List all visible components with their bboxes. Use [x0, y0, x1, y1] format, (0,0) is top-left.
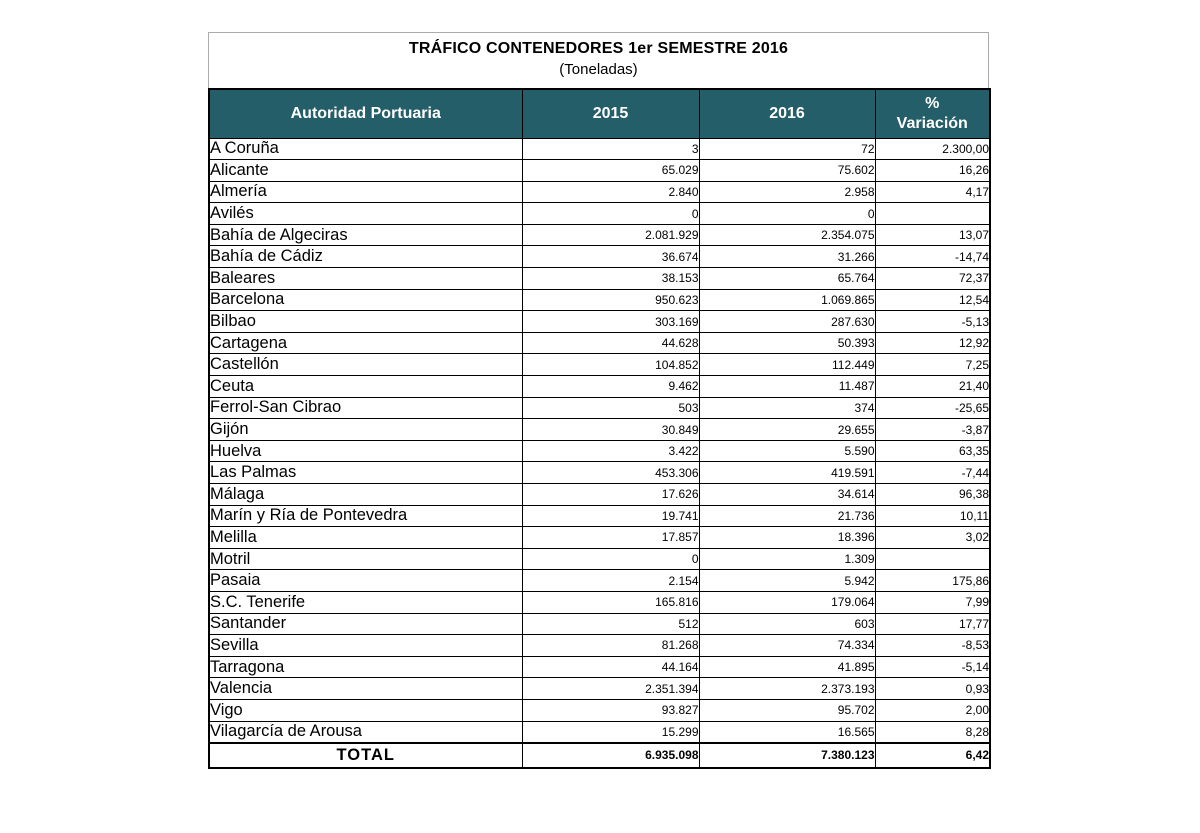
value-2015-cell: 81.268: [522, 635, 699, 657]
value-2016-cell: 50.393: [699, 332, 875, 354]
value-2015-cell: 0: [522, 548, 699, 570]
table-row: [209, 376, 990, 398]
table-row: [209, 332, 990, 354]
variation-cell: 63,35: [875, 440, 990, 462]
value-2015-cell: 303.169: [522, 311, 699, 333]
value-2016-cell: 374: [699, 397, 875, 419]
variation-cell: 4,17: [875, 181, 990, 203]
value-2015-cell: 503: [522, 397, 699, 419]
value-2016-cell: 74.334: [699, 635, 875, 657]
value-2016-cell: 2.373.193: [699, 678, 875, 700]
table-row: [209, 440, 990, 462]
variation-cell: 8,28: [875, 721, 990, 743]
value-2015-cell: 36.674: [522, 246, 699, 268]
port-name-cell: Valencia: [209, 678, 522, 700]
table-row: [209, 527, 990, 549]
value-2015-cell: 17.626: [522, 484, 699, 506]
table-row: [209, 311, 990, 333]
table-row: [209, 548, 990, 570]
variation-cell: 12,92: [875, 332, 990, 354]
table-row: [209, 613, 990, 635]
value-2015-cell: 165.816: [522, 591, 699, 613]
value-2016-cell: 41.895: [699, 656, 875, 678]
value-2016-cell: 18.396: [699, 527, 875, 549]
value-2016-cell: 2.958: [699, 181, 875, 203]
port-name-cell: Las Palmas: [209, 462, 522, 484]
table-row: [209, 160, 990, 182]
table-row: [209, 289, 990, 311]
total-label: TOTAL: [209, 743, 522, 768]
value-2015-cell: 19.741: [522, 505, 699, 527]
table-row: [209, 505, 990, 527]
port-name-cell: Barcelona: [209, 289, 522, 311]
value-2015-cell: 44.164: [522, 656, 699, 678]
value-2016-cell: 31.266: [699, 246, 875, 268]
table-row: [209, 354, 990, 376]
variation-cell: 10,11: [875, 505, 990, 527]
value-2016-cell: 112.449: [699, 354, 875, 376]
port-name-cell: Vigo: [209, 699, 522, 721]
variation-cell: 13,07: [875, 224, 990, 246]
table-title: TRÁFICO CONTENEDORES 1er SEMESTRE 2016: [408, 40, 789, 57]
variation-cell: 21,40: [875, 376, 990, 398]
port-name-cell: Pasaia: [209, 570, 522, 592]
port-name-cell: Bahía de Cádiz: [209, 246, 522, 268]
port-name-cell: Bahía de Algeciras: [209, 224, 522, 246]
table-row: [209, 656, 990, 678]
table-footer: [209, 743, 990, 768]
total-variation: 6,42: [875, 743, 990, 768]
port-name-cell: Ceuta: [209, 376, 522, 398]
table-row: [209, 484, 990, 506]
variation-cell: -5,13: [875, 311, 990, 333]
header-row: [209, 89, 990, 138]
table-row: [209, 181, 990, 203]
column-header-2016: 2016: [699, 89, 875, 138]
variation-cell: [875, 203, 990, 225]
port-name-cell: Sevilla: [209, 635, 522, 657]
total-2016: 7.380.123: [699, 743, 875, 768]
port-name-cell: Almería: [209, 181, 522, 203]
variation-cell: 3,02: [875, 527, 990, 549]
value-2016-cell: 21.736: [699, 505, 875, 527]
port-name-cell: A Coruña: [209, 138, 522, 160]
value-2016-cell: 0: [699, 203, 875, 225]
value-2016-cell: 11.487: [699, 376, 875, 398]
container-traffic-table: [208, 32, 989, 769]
value-2015-cell: 30.849: [522, 419, 699, 441]
column-header-2015: 2015: [522, 89, 699, 138]
total-row: [209, 743, 990, 768]
table-body: [209, 138, 990, 743]
variation-cell: -5,14: [875, 656, 990, 678]
value-2015-cell: 17.857: [522, 527, 699, 549]
value-2016-cell: 1.309: [699, 548, 875, 570]
port-name-cell: Cartagena: [209, 332, 522, 354]
table-row: [209, 246, 990, 268]
variation-cell: 16,26: [875, 160, 990, 182]
variation-cell: 175,86: [875, 570, 990, 592]
value-2016-cell: 75.602: [699, 160, 875, 182]
value-2015-cell: 15.299: [522, 721, 699, 743]
table-row: [209, 138, 990, 160]
column-header-autoridad-portuaria: Autoridad Portuaria: [209, 89, 522, 138]
variation-cell: -14,74: [875, 246, 990, 268]
container-traffic-data: [208, 88, 991, 769]
value-2016-cell: 419.591: [699, 462, 875, 484]
port-name-cell: Tarragona: [209, 656, 522, 678]
value-2015-cell: 65.029: [522, 160, 699, 182]
value-2015-cell: 93.827: [522, 699, 699, 721]
variation-cell: 72,37: [875, 268, 990, 290]
port-name-cell: Huelva: [209, 440, 522, 462]
value-2015-cell: 44.628: [522, 332, 699, 354]
table-header: [209, 89, 990, 138]
port-name-cell: Ferrol-San Cibrao: [209, 397, 522, 419]
value-2015-cell: 3: [522, 138, 699, 160]
port-name-cell: Marín y Ría de Pontevedra: [209, 505, 522, 527]
value-2016-cell: 1.069.865: [699, 289, 875, 311]
port-name-cell: Motril: [209, 548, 522, 570]
variation-cell: [875, 548, 990, 570]
variation-cell: 2,00: [875, 699, 990, 721]
table-row: [209, 203, 990, 225]
port-name-cell: Bilbao: [209, 311, 522, 333]
port-name-cell: Castellón: [209, 354, 522, 376]
title-box: [208, 32, 989, 88]
port-name-cell: Melilla: [209, 527, 522, 549]
value-2016-cell: 16.565: [699, 721, 875, 743]
port-name-cell: Alicante: [209, 160, 522, 182]
table-row: [209, 462, 990, 484]
variation-cell: -7,44: [875, 462, 990, 484]
table-row: [209, 397, 990, 419]
variation-cell: -8,53: [875, 635, 990, 657]
value-2015-cell: 9.462: [522, 376, 699, 398]
value-2015-cell: 2.081.929: [522, 224, 699, 246]
table-row: [209, 721, 990, 743]
port-name-cell: Baleares: [209, 268, 522, 290]
value-2016-cell: 5.942: [699, 570, 875, 592]
table-row: [209, 678, 990, 700]
variation-cell: 7,99: [875, 591, 990, 613]
value-2016-cell: 29.655: [699, 419, 875, 441]
value-2015-cell: 2.154: [522, 570, 699, 592]
value-2015-cell: 2.840: [522, 181, 699, 203]
variation-cell: 7,25: [875, 354, 990, 376]
variation-cell: -25,65: [875, 397, 990, 419]
variation-cell: 17,77: [875, 613, 990, 635]
variation-cell: 96,38: [875, 484, 990, 506]
table-row: [209, 699, 990, 721]
table-row: [209, 268, 990, 290]
value-2016-cell: 34.614: [699, 484, 875, 506]
port-name-cell: Avilés: [209, 203, 522, 225]
table-row: [209, 419, 990, 441]
port-name-cell: Málaga: [209, 484, 522, 506]
value-2016-cell: 2.354.075: [699, 224, 875, 246]
value-2015-cell: 38.153: [522, 268, 699, 290]
value-2015-cell: 0: [522, 203, 699, 225]
value-2015-cell: 2.351.394: [522, 678, 699, 700]
variation-cell: -3,87: [875, 419, 990, 441]
value-2016-cell: 95.702: [699, 699, 875, 721]
port-name-cell: S.C. Tenerife: [209, 591, 522, 613]
value-2015-cell: 512: [522, 613, 699, 635]
value-2015-cell: 950.623: [522, 289, 699, 311]
column-header-variacion: % Variación: [875, 89, 990, 138]
total-2015: 6.935.098: [522, 743, 699, 768]
variation-cell: 2.300,00: [875, 138, 990, 160]
table-row: [209, 635, 990, 657]
value-2016-cell: 5.590: [699, 440, 875, 462]
variation-cell: 0,93: [875, 678, 990, 700]
table-row: [209, 570, 990, 592]
value-2016-cell: 179.064: [699, 591, 875, 613]
table-row: [209, 224, 990, 246]
value-2015-cell: 3.422: [522, 440, 699, 462]
value-2015-cell: 453.306: [522, 462, 699, 484]
value-2015-cell: 104.852: [522, 354, 699, 376]
port-name-cell: Santander: [209, 613, 522, 635]
variation-cell: 12,54: [875, 289, 990, 311]
port-name-cell: Gijón: [209, 419, 522, 441]
value-2016-cell: 287.630: [699, 311, 875, 333]
value-2016-cell: 72: [699, 138, 875, 160]
table-subtitle: (Toneladas): [559, 61, 638, 78]
value-2016-cell: 603: [699, 613, 875, 635]
value-2016-cell: 65.764: [699, 268, 875, 290]
table-row: [209, 591, 990, 613]
port-name-cell: Vilagarcía de Arousa: [209, 721, 522, 743]
